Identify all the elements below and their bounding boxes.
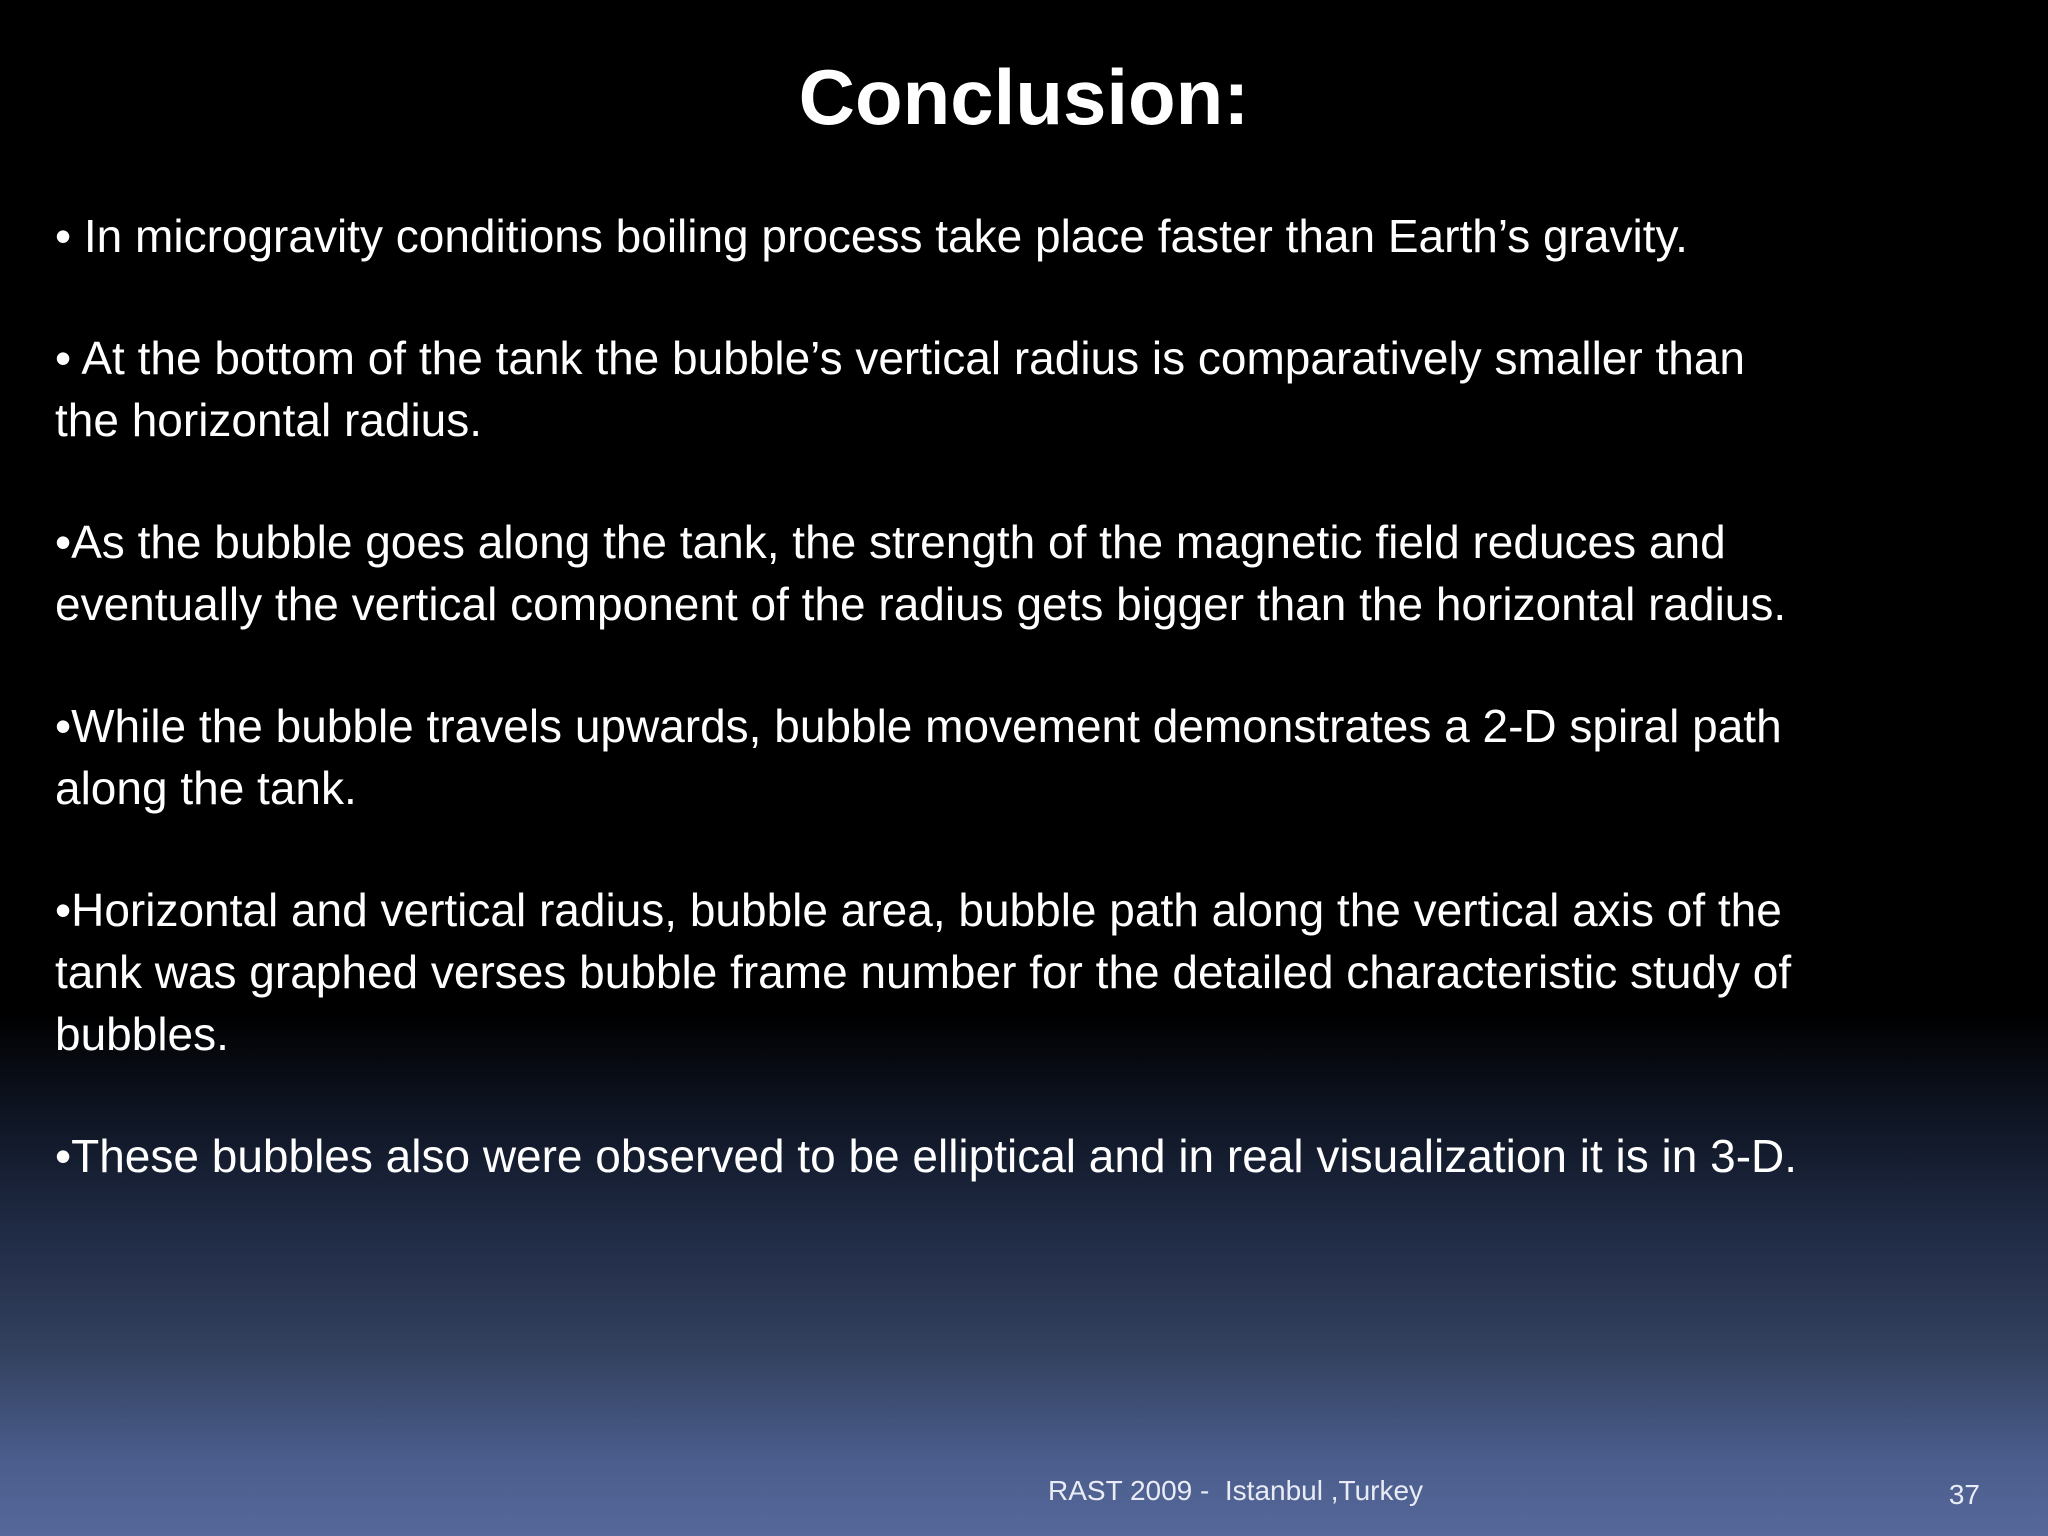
bullet-item: •While the bubble travels upwards, bubble movement demonstrates a 2-D spiral path along the tank. [55,700,1782,814]
slide-title: Conclusion: [798,53,1250,141]
bullet-list [55,205,2015,1247]
bullet-item: •These bubbles also were observed to be elliptical and in real visualization it is in 3-D. [55,1130,1798,1182]
bullet-item: • At the bottom of the tank the bubble’s vertical radius is comparatively smaller than the horizontal radius. [55,332,1746,446]
bullet-item: • In microgravity conditions boiling process take place faster than Earth’s gravity. [55,210,1688,262]
bullet-item: •Horizontal and vertical radius, bubble area, bubble path along the vertical axis of the tank was graphed verses bubble frame number for the detailed characteristic study of bubbles. [55,884,1792,1060]
footer-text: RAST 2009 - Istanbul ,Turkey [1048,1475,1424,1506]
bullet-item: •As the bubble goes along the tank, the strength of the magnetic field reduces and eventually the vertical component of the radius gets bigger than the horizontal radius. [55,516,1787,630]
page-number: 37 [1948,1479,1980,1510]
